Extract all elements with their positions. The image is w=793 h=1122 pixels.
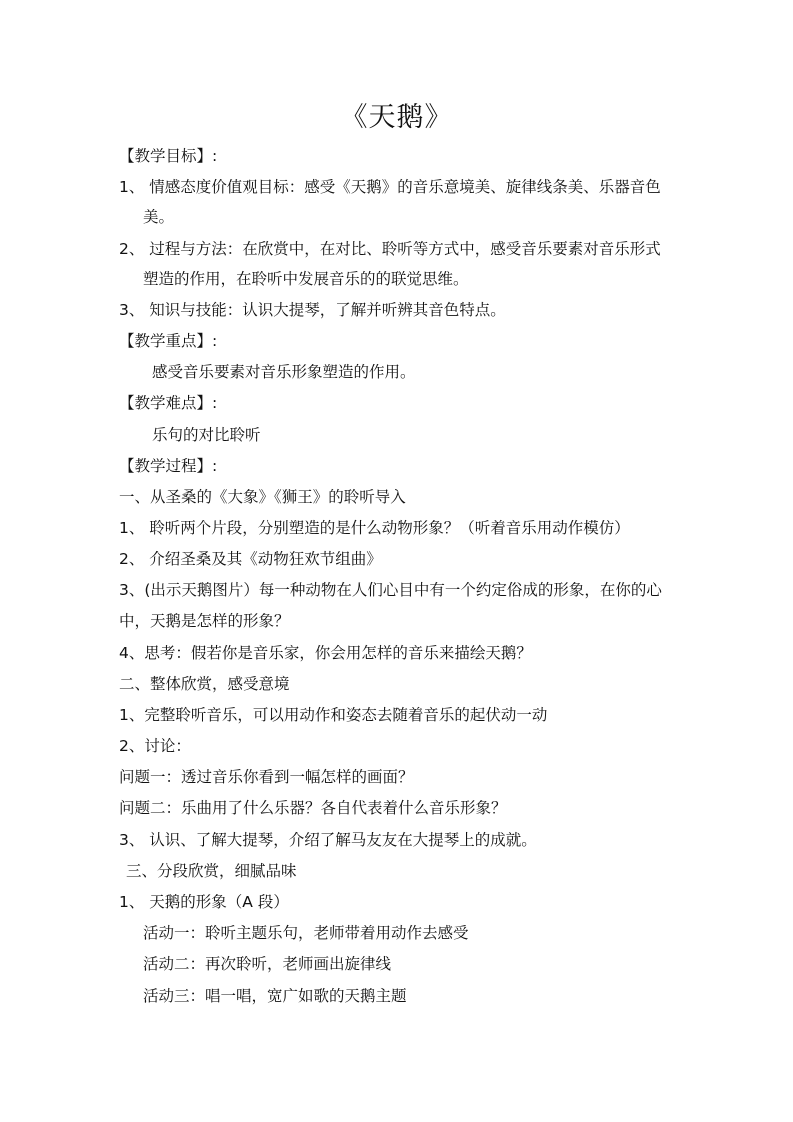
section-heading-key-points: 【教学重点】:	[119, 332, 218, 350]
section-heading-process: 【教学过程】:	[119, 457, 218, 475]
process-part-1-item-2: 2、 介绍圣桑及其《动物狂欢节组曲》	[119, 550, 382, 568]
difficulty-text: 乐句的对比聆听	[152, 426, 261, 444]
objective-item-3: 3、 知识与技能：认识大提琴，了解并听辨其音色特点。	[119, 301, 506, 319]
objective-item-2: 2、 过程与方法：在欣赏中，在对比、聆听等方式中，感受音乐要素对音乐形式	[119, 240, 661, 258]
activity-2: 活动二：再次聆听，老师画出旋律线	[143, 955, 392, 973]
section-heading-difficulties: 【教学难点】:	[119, 394, 218, 412]
objective-item-1: 1、 情感态度价值观目标：感受《天鹅》的音乐意境美、旋律线条美、乐器音色	[119, 178, 661, 196]
key-point-text: 感受音乐要素对音乐形象塑造的作用。	[152, 363, 416, 381]
process-part-2-item-2: 2、讨论：	[119, 737, 191, 755]
process-part-2-heading: 二、整体欣赏，感受意境	[119, 675, 290, 693]
document-title: 《天鹅》	[340, 102, 453, 133]
process-part-3-heading: 三、分段欣赏，细腻品味	[126, 862, 297, 880]
objective-item-2-continued: 塑造的作用，在聆听中发展音乐的的联觉思维。	[143, 270, 469, 288]
activity-1: 活动一：聆听主题乐句，老师带着用动作去感受	[143, 924, 469, 942]
process-part-2-item-1: 1、完整聆听音乐，可以用动作和姿态去随着音乐的起伏动一动	[119, 706, 548, 724]
process-part-2-item-3: 3、 认识、了解大提琴，介绍了解马友友在大提琴上的成就。	[119, 831, 537, 849]
process-part-1-heading: 一、从圣桑的《大象》《狮王》的聆听导入	[119, 488, 406, 506]
process-part-1-item-4: 4、思考：假若你是音乐家，你会用怎样的音乐来描绘天鹅？	[119, 644, 532, 662]
objective-item-1-continued: 美。	[143, 208, 175, 226]
process-part-1-item-3: 3、(出示天鹅图片）每一种动物在人们心目中有一个约定俗成的形象，在你的心	[119, 581, 662, 599]
process-part-1-item-3-continued: 中，天鹅是怎样的形象？	[119, 612, 290, 630]
process-part-3-item-1: 1、 天鹅的形象（A 段）	[119, 893, 289, 911]
discussion-question-1: 问题一：透过音乐你看到一幅怎样的画面？	[119, 768, 414, 786]
process-part-1-item-1: 1、 聆听两个片段，分别塑造的是什么动物形象？（听着音乐用动作模仿）	[119, 519, 630, 537]
activity-3: 活动三：唱一唱，宽广如歌的天鹅主题	[143, 987, 407, 1005]
discussion-question-2: 问题二：乐曲用了什么乐器？各自代表着什么音乐形象？	[119, 799, 507, 817]
section-heading-objectives: 【教学目标】:	[119, 147, 218, 165]
